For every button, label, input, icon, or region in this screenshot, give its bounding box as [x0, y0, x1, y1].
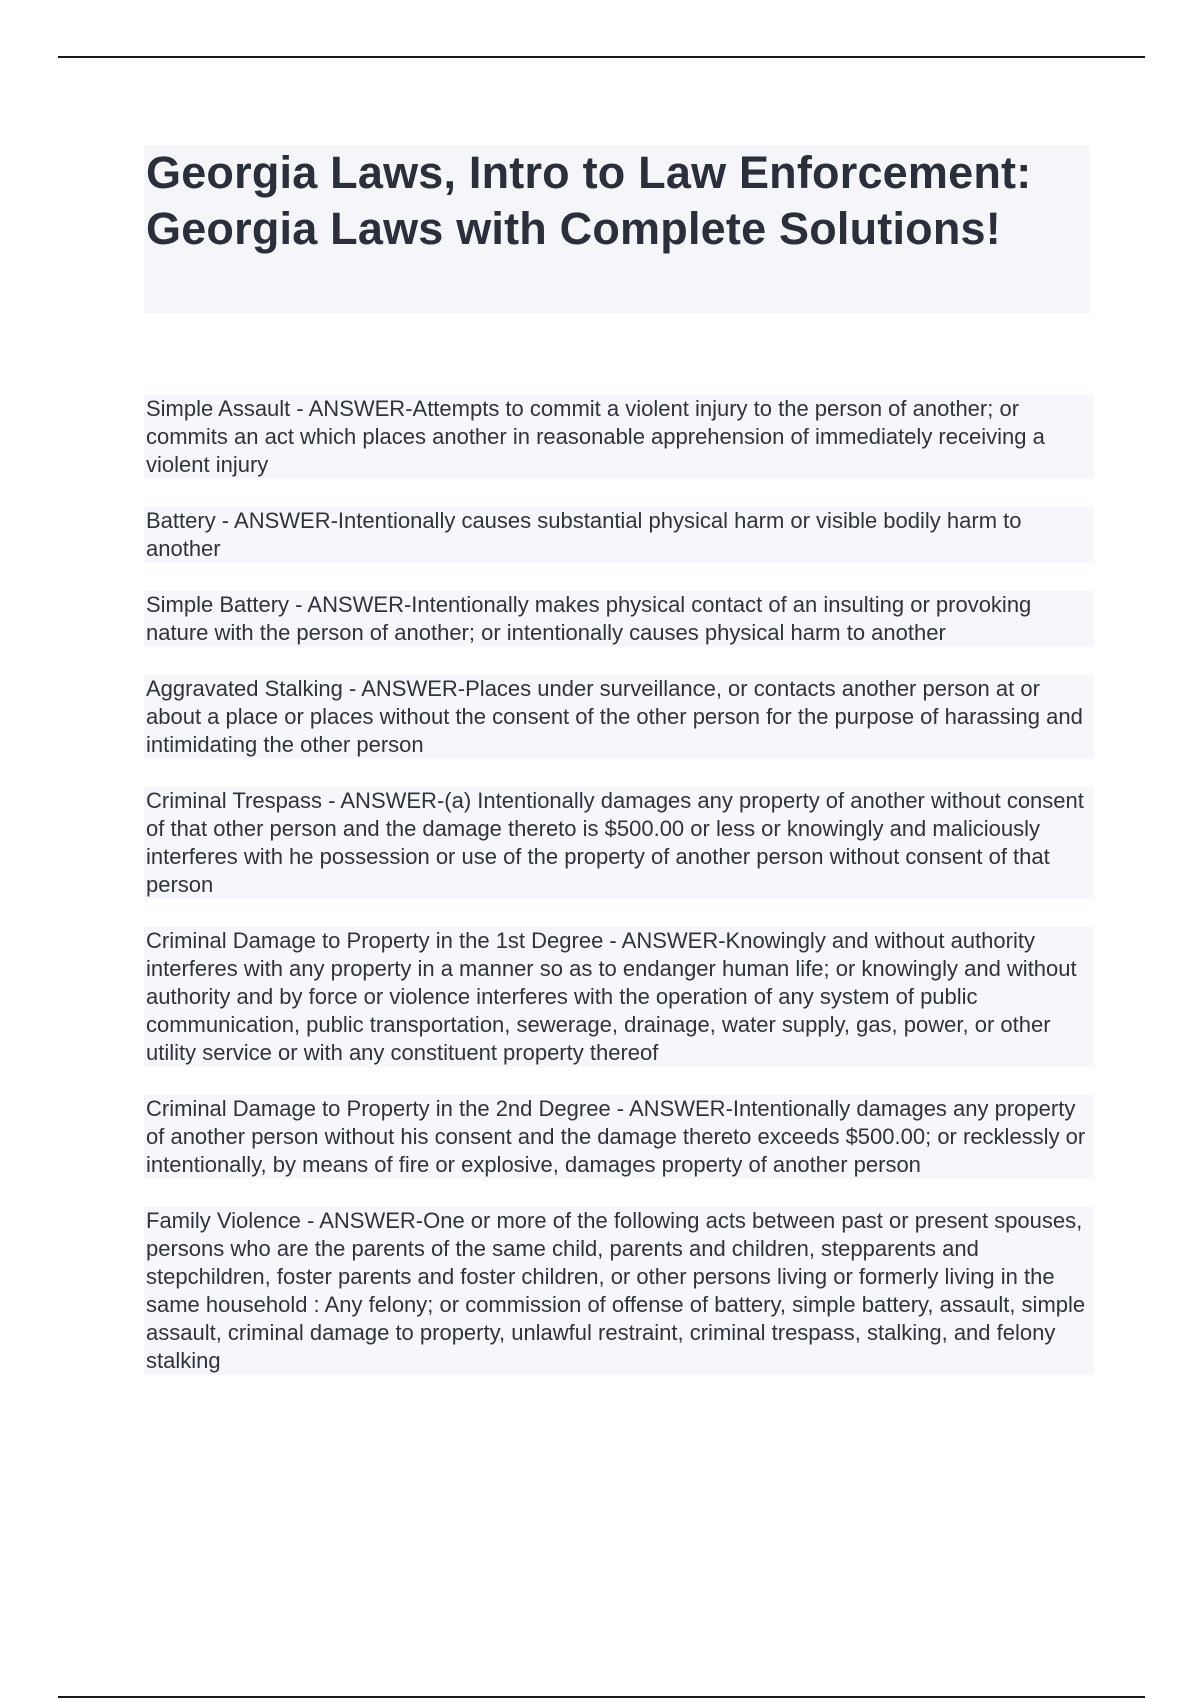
qa-item-text: Battery - ANSWER-Intentionally causes substantial physical harm or visible bodily harm to another [146, 508, 1022, 561]
qa-item-text: Family Violence - ANSWER-One or more of the following acts between past or present spouses, persons who are the parents of the same child, parents and children, stepparents and stepchildren, foster parents and foster children, or other persons living or formerly living in the same household : Any felony; or commission of offense of battery, simple battery, assault, simple assault, criminal damage to property, unlawful restraint, criminal trespass, stalking, and felony stalking [146, 1208, 1086, 1373]
qa-item-aggravated-stalking [144, 675, 1094, 759]
qa-item-criminal-trespass [144, 787, 1094, 899]
header-rule [58, 56, 1145, 58]
qa-list [144, 395, 1094, 1403]
qa-item-battery [144, 507, 1094, 563]
qa-item-text: Aggravated Stalking - ANSWER-Places under surveillance, or contacts another person at or about a place or places without the consent of the other person for the purpose of harassing and intimidating the other person [146, 676, 1083, 757]
qa-item-text: Criminal Damage to Property in the 1st Degree - ANSWER-Knowingly and without authority interferes with any property in a manner so as to endanger human life; or knowingly and without authority and by force or violence interferes with the operation of any system of public communication, public transportation, sewerage, drainage, water supply, gas, power, or other utility service or with any constituent property thereof [146, 928, 1077, 1065]
qa-item-text: Simple Battery - ANSWER-Intentionally makes physical contact of an insulting or provoking nature with the person of another; or intentionally causes physical harm to another [146, 592, 1032, 645]
qa-item-text: Criminal Trespass - ANSWER-(a) Intentionally damages any property of another without consent of that other person and the damage thereto is $500.00 or less or knowingly and maliciously interferes with he possession or use of the property of another person without consent of that person [146, 788, 1084, 897]
footer-rule [58, 1696, 1145, 1698]
page-title: Georgia Laws, Intro to Law Enforcement: Georgia Laws with Complete Solutions! [146, 147, 1032, 254]
qa-item-family-violence [144, 1207, 1094, 1375]
title-block [144, 145, 1090, 313]
qa-item-criminal-damage-2nd [144, 1095, 1094, 1179]
qa-item-text: Criminal Damage to Property in the 2nd Degree - ANSWER-Intentionally damages any property of another person without his consent and the damage thereto exceeds $500.00; or recklessly or intentionally, by means of fire or explosive, damages property of another person [146, 1096, 1086, 1177]
qa-item-criminal-damage-1st [144, 927, 1094, 1067]
qa-item-text: Simple Assault - ANSWER-Attempts to commit a violent injury to the person of another; or commits an act which places another in reasonable apprehension of immediately receiving a violent injury [146, 396, 1045, 477]
qa-item-simple-assault [144, 395, 1094, 479]
qa-item-simple-battery [144, 591, 1094, 647]
